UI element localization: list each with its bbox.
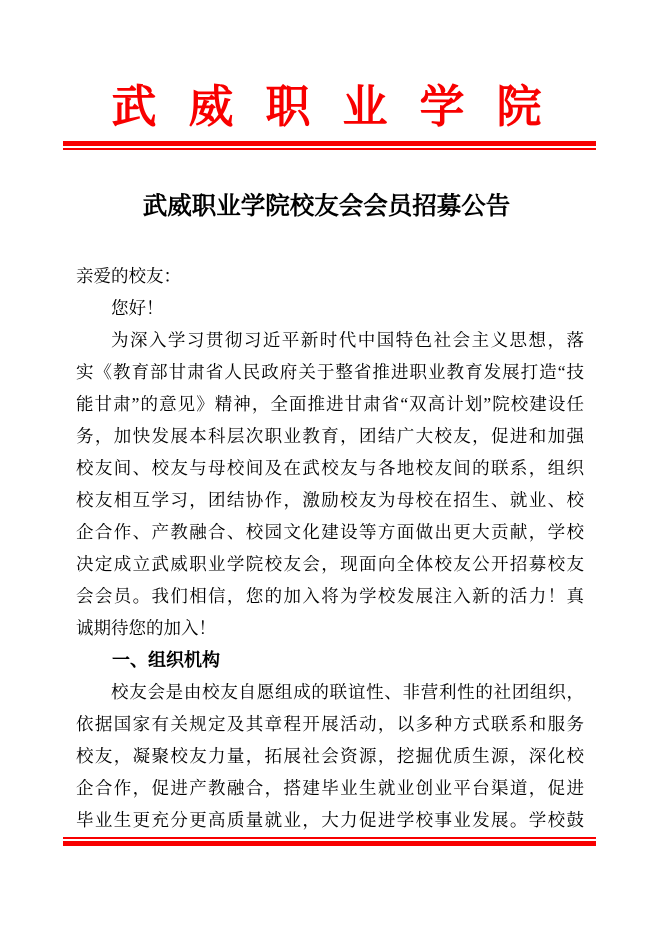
text-line: 能甘肃”的意见》精神，全面推进甘肃省“双高计划”院校建设任 xyxy=(76,394,584,414)
text-line: 务，加快发展本科层次职业教育，团结广大校友，促进和加强 xyxy=(76,426,584,446)
text-line: 校友会是由校友自愿组成的联谊性、非营利性的社团组织， xyxy=(111,682,584,702)
document-title: 武威职业学院校友会会员招募公告 xyxy=(142,193,511,220)
letterhead-double-rule xyxy=(63,141,596,150)
footer-double-rule xyxy=(63,837,596,846)
text-line: 诚期待您的加入！ xyxy=(76,618,216,638)
text-line: 校友间、校友与母校间及在武校友与各地校友间的联系，组织 xyxy=(76,458,584,478)
letterhead-school-name: 武威职业学院 xyxy=(111,82,574,132)
text-line: 亲爱的校友： xyxy=(76,266,181,286)
text-line: 您好！ xyxy=(111,298,164,318)
text-line: 企合作、产教融合、校园文化建设等方面做出更大贡献，学校 xyxy=(76,522,584,542)
text-line: 毕业生更充分更高质量就业，大力促进学校事业发展。学校鼓 xyxy=(76,810,584,830)
text-line: 校友，凝聚校友力量，拓展社会资源，挖掘优质生源，深化校 xyxy=(76,746,584,766)
text-line: 会会员。我们相信，您的加入将为学校发展注入新的活力！真 xyxy=(76,586,584,606)
section-heading: 一、组织机构 xyxy=(112,650,220,670)
text-line: 实《教育部甘肃省人民政府关于整省推进职业教育发展打造“技 xyxy=(76,362,584,382)
text-line: 企合作，促进产教融合，搭建毕业生就业创业平台渠道，促进 xyxy=(76,778,584,798)
text-line: 依据国家有关规定及其章程开展活动，以多种方式联系和服务 xyxy=(76,714,584,734)
text-line: 校友相互学习，团结协作，激励校友为母校在招生、就业、校 xyxy=(76,490,584,510)
text-line: 为深入学习贯彻习近平新时代中国特色社会主义思想，落 xyxy=(111,330,584,350)
document-body xyxy=(76,260,584,836)
text-line: 决定成立武威职业学院校友会，现面向全体校友公开招募校友 xyxy=(76,554,584,574)
